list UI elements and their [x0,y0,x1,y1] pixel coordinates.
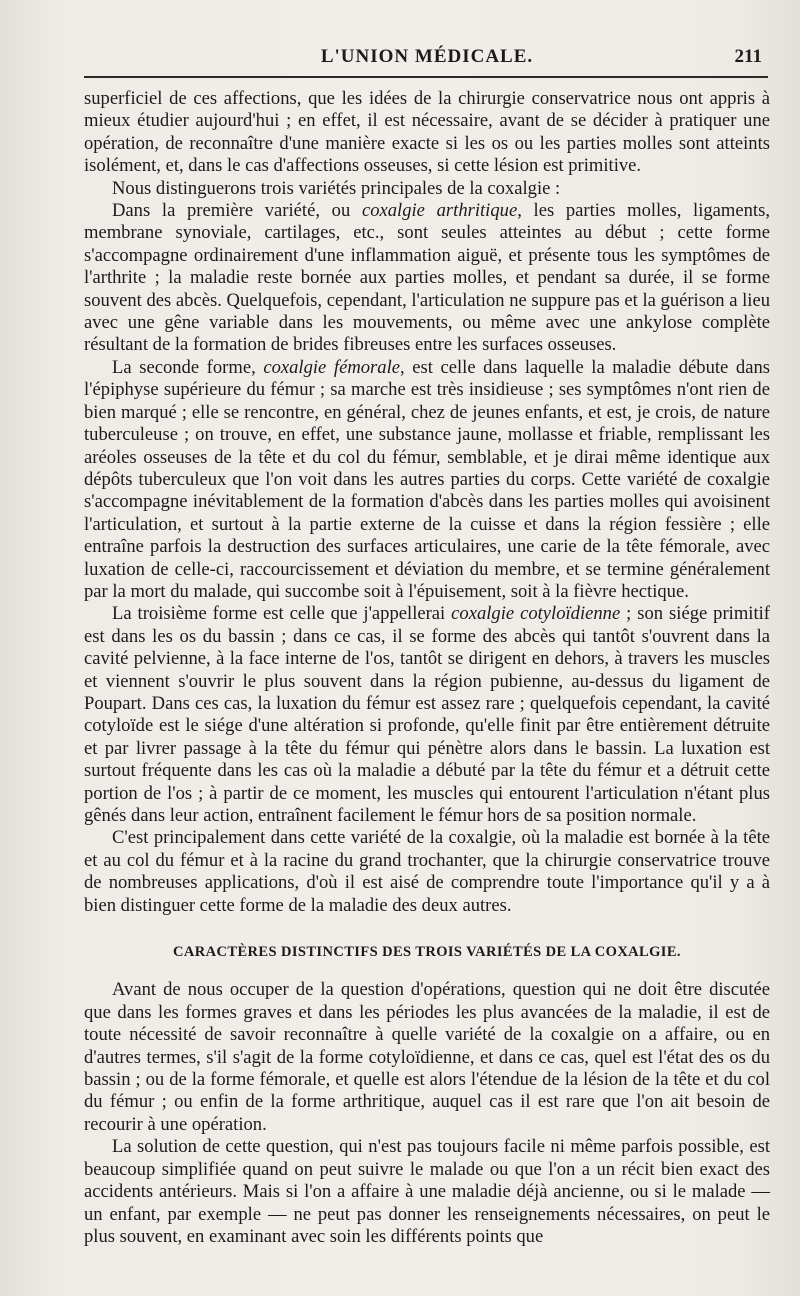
paragraph [84,603,770,827]
paragraph: C'est principalement dans cette variété de la coxalgie, où la maladie est bornée à la tête et au col du fémur et à la racine du grand trochanter, que la chirurgie conservatrice trouve de nombreuses applications, d'où il est aisé de comprendre toute l'importance qu'il y a à bien distinguer cette forme de la maladie des deux autres. [84,827,770,916]
paragraph: Avant de nous occuper de la question d'opérations, question qui ne doit être discutée que dans les formes graves et dans les périodes les plus avancées de la maladie, il est de toute nécessité de savoir reconnaître à quelle variété de la coxalgie on a affaire, ou en d'autres termes, s'il s'agit de la forme cotyloïdienne, et dans ce cas, quel est l'état des os du bassin ; ou de la forme fémorale, et quelle est alors l'étendue de la lésion de la tête et du col du fémur ; ou enfin de la forme arthritique, auquel cas il est rare que l'on ait besoin de recourir à une opération. [84,979,770,1135]
running-head [84,44,770,72]
paragraph-text: La seconde forme, [112,356,264,378]
italic-term: coxalgie cotyloïdienne [451,603,621,625]
article-body [84,88,770,1248]
paragraph-text: ; son siége primitif est dans les os du bassin ; dans ce cas, il se forme des abcès qui tantôt s'ouvrent dans la cavité pelvienne, à la face interne de l'os, tantôt se dirigent en dehors, à travers les muscles et viennent s'ouvrir le plus souvent dans la région pubienne, au-dessus du ligament de Poupart. Dans ces cas, la luxation du fémur est assez rare ; quelquefois cependant, la cavité cotyloïde est le siége d'une altération si profonde, qu'elle finit par être entièrement détruite et par livrer passage à la tête du fémur qui pénètre alors dans le bassin. La luxation est surtout fréquente dans les cas où la maladie a débuté par la tête du fémur et a détruit cette portion de l'os ; à partir de ce moment, les muscles qui entourent l'articulation n'étant plus gênés dans leur action, entraînent facilement le fémur hors de sa position normale. [84,603,770,826]
section-heading: CARACTÈRES DISTINCTIFS DES TROIS VARIÉTÉS DE LA COXALGIE. [173,944,681,961]
paragraph: Nous distinguerons trois variétés principales de la coxalgie : [112,177,561,199]
paragraph [84,357,770,603]
paragraph-text: Dans la première variété, ou [112,200,362,222]
italic-term: coxalgie arthritique [361,200,518,222]
paragraph: La solution de cette question, qui n'est pas toujours facile ni même parfois possible, est beaucoup simplifiée quand on peut suivre le malade ou que l'on a un récit bien exact des accidents antérieurs. Mais si l'on a affaire à une maladie déjà ancienne, ou si le malade — un enfant, par exemple — ne peut pas donner les renseignements nécessaires, on peut le plus souvent, en examinant avec soin les différents points que [84,1136,770,1247]
paragraph-text: , les parties molles, ligaments, membrane synoviale, cartilages, etc., sont seules atteintes au début ; cette forme s'accompagne ordinairement d'une inflammation aiguë, et présente tous les symptômes de l'arthrite ; la maladie reste bornée aux parties molles, et pendant sa durée, il se forme souvent des abcès. Quelquefois, cependant, l'articulation ne suppure pas et la guérison a lieu avec une gêne variable dans les mouvements, ou même avec une ankylose complète résultant de la formation de brides fibreuses entre les surfaces osseuses. [84,200,770,356]
italic-term: coxalgie fémorale [263,356,400,378]
paragraph: superficiel de ces affections, que les idées de la chirurgie conservatrice nous ont appris à mieux étudier aujourd'hui ; en effet, il est nécessaire, avant de se décider à pratiquer une opération, de reconnaître d'une manière exacte si les os ou les parties molles sont atteints isolément, et, dans le cas d'affections osseuses, si cette lésion est primitive. [84,88,770,177]
page-number: 211 [734,46,762,67]
paragraph-text: , est celle dans laquelle la maladie débute dans l'épiphyse supérieure du fémur ; sa marche est très insidieuse ; ses symptômes n'ont rien de bien marqué ; elle se rencontre, en général, chez de jeunes enfants, et est, je crois, de nature tuberculeuse ; on trouve, en effet, une substance jaune, mollasse et friable, remplissant les aréoles osseuses de la tête et du col du fémur, semblable, et je dirai même identique aux dépôts tuberculeux que l'on voit dans les autres parties du corps. Cette variété de coxalgie s'accompagne inévitablement de la formation d'abcès dans les parties molles qui avoisinent l'articulation, et surtout à la partie externe de la cuisse et dans la région fessière ; elle entraîne parfois la destruction des surfaces articulaires, une carie de la tête fémorale, avec luxation de celle-ci, raccourcissement et déviation du membre, et se termine généralement par la mort du malade, qui succombe soit à l'épuisement, soit à la fièvre hectique. [84,356,770,602]
header-rule [84,76,768,78]
paragraph-text: La troisième forme est celle que j'appellerai [112,603,452,625]
journal-title: L'UNION MÉDICALE. [320,46,534,67]
paragraph [84,200,770,357]
